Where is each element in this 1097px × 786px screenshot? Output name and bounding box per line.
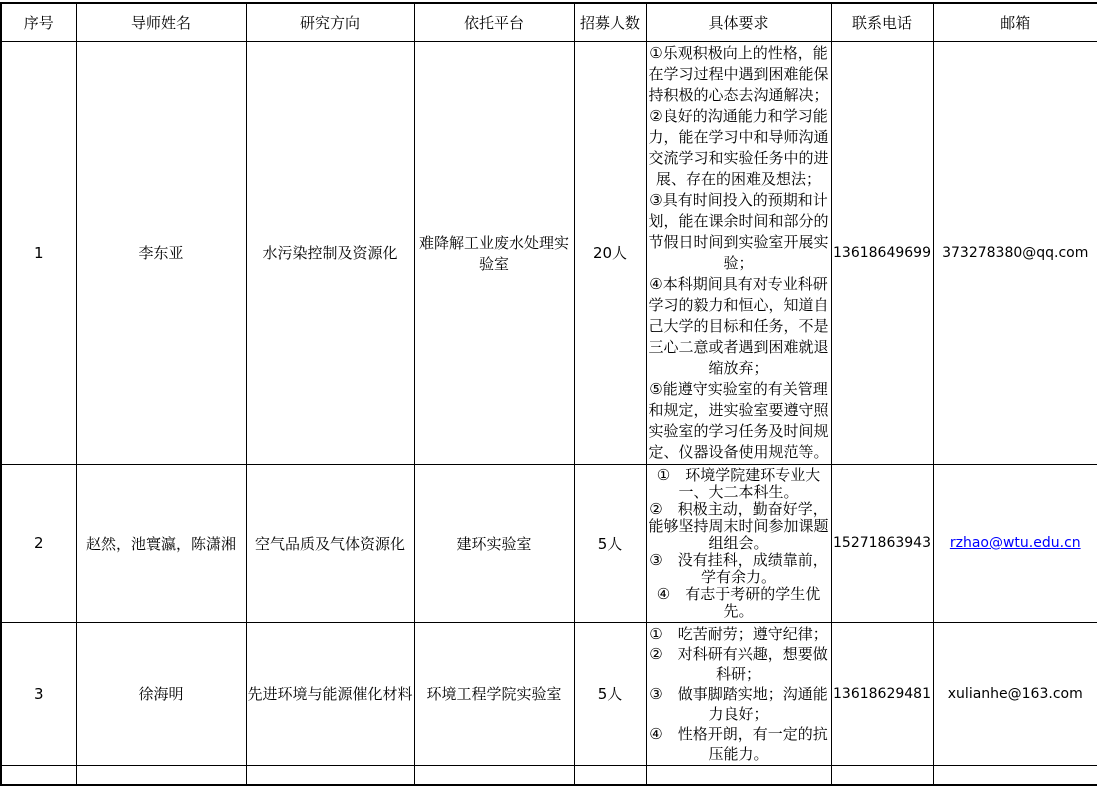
requirement-item: ② 对科研有兴趣，想要做科研； [649, 644, 828, 683]
table-row [1, 41, 1097, 464]
cell-phone: 15271863943 [831, 464, 933, 622]
requirement-item: ④ 性格开朗，有一定的抗压能力。 [649, 724, 828, 763]
header-research-direction: 研究方向 [246, 3, 414, 41]
requirement-item: ④本科期间具有对专业科研学习的毅力和恒心，知道自己大学的目标和任务，不是三心二意或者遇到困难就退缩放弃； [648, 274, 829, 377]
cell-platform: 环境工程学院实验室 [414, 622, 574, 765]
cell-research-direction: 空气品质及气体资源化 [246, 464, 414, 622]
cell-mentor-name: 徐海明 [76, 622, 246, 765]
header-phone: 联系电话 [831, 3, 933, 41]
requirement-item: ③ 没有挂科，成绩靠前，学有余力。 [649, 550, 828, 586]
header-serial-number: 序号 [1, 3, 76, 41]
cell-research-direction: 水污染控制及资源化 [246, 41, 414, 464]
header-email: 邮箱 [933, 3, 1097, 41]
cell-phone: 13618629481 [831, 622, 933, 765]
cell-recruit-count: 5人 [574, 622, 646, 765]
cell-email: 373278380@qq.com [933, 41, 1097, 464]
empty-cell [574, 765, 646, 785]
cell-mentor-name: 赵然，池寰瀛，陈潇湘 [76, 464, 246, 622]
cell-serial-number: 2 [1, 464, 76, 622]
requirement-item: ④ 有志于考研的学生优先。 [656, 584, 821, 620]
requirement-item: ② 积极主动，勤奋好学，能够坚持周末时间参加课题组组会。 [648, 499, 829, 552]
empty-cell [933, 765, 1097, 785]
requirement-item: ③ 做事脚踏实地；沟通能力良好； [649, 684, 828, 723]
cell-mentor-name: 李东亚 [76, 41, 246, 464]
requirement-item: ②良好的沟通能力和学习能力，能在学习中和导师沟通交流学习和实验任务中的进展、存在的困难及想法； [648, 106, 829, 188]
cell-recruit-count: 5人 [574, 464, 646, 622]
cell-recruit-count: 20人 [574, 41, 646, 464]
empty-cell [414, 765, 574, 785]
cell-serial-number: 3 [1, 622, 76, 765]
cell-requirements [646, 464, 831, 622]
requirement-item: ③具有时间投入的预期和计划，能在课余时间和部分的节假日时间到实验室开展实验； [648, 190, 829, 272]
requirement-item: ①乐观积极向上的性格，能在学习过程中遇到困难能保持积极的心态去沟通解决； [648, 43, 829, 104]
mentor-recruitment-table [0, 2, 1097, 786]
cell-phone: 13618649699 [831, 41, 933, 464]
cell-research-direction: 先进环境与能源催化材料 [246, 622, 414, 765]
cell-requirements [646, 622, 831, 765]
table-row [1, 622, 1097, 765]
requirement-item: ① 吃苦耐劳；遵守纪律； [649, 624, 828, 643]
cell-email: xulianhe@163.com [933, 622, 1097, 765]
table-header-row [1, 3, 1097, 41]
header-requirements: 具体要求 [646, 3, 831, 41]
header-mentor-name: 导师姓名 [76, 3, 246, 41]
header-platform: 依托平台 [414, 3, 574, 41]
empty-cell [646, 765, 831, 785]
empty-cell [246, 765, 414, 785]
cell-platform: 难降解工业废水处理实验室 [414, 41, 574, 464]
empty-cell [1, 765, 76, 785]
cell-email [933, 464, 1097, 622]
email-link[interactable]: rzhao@wtu.edu.cn [949, 535, 1081, 551]
table-row-partial [1, 765, 1097, 785]
cell-requirements [646, 41, 831, 464]
empty-cell [76, 765, 246, 785]
header-recruit-count: 招募人数 [574, 3, 646, 41]
requirement-item: ⑤能遵守实验室的有关管理和规定，进实验室要遵守照实验室的学习任务及时间规定、仪器设备使用规范等。 [648, 379, 829, 461]
cell-serial-number: 1 [1, 41, 76, 464]
requirement-item: ① 环境学院建环专业大一、大二本科生。 [656, 465, 821, 501]
cell-platform: 建环实验室 [414, 464, 574, 622]
table-row [1, 464, 1097, 622]
empty-cell [831, 765, 933, 785]
